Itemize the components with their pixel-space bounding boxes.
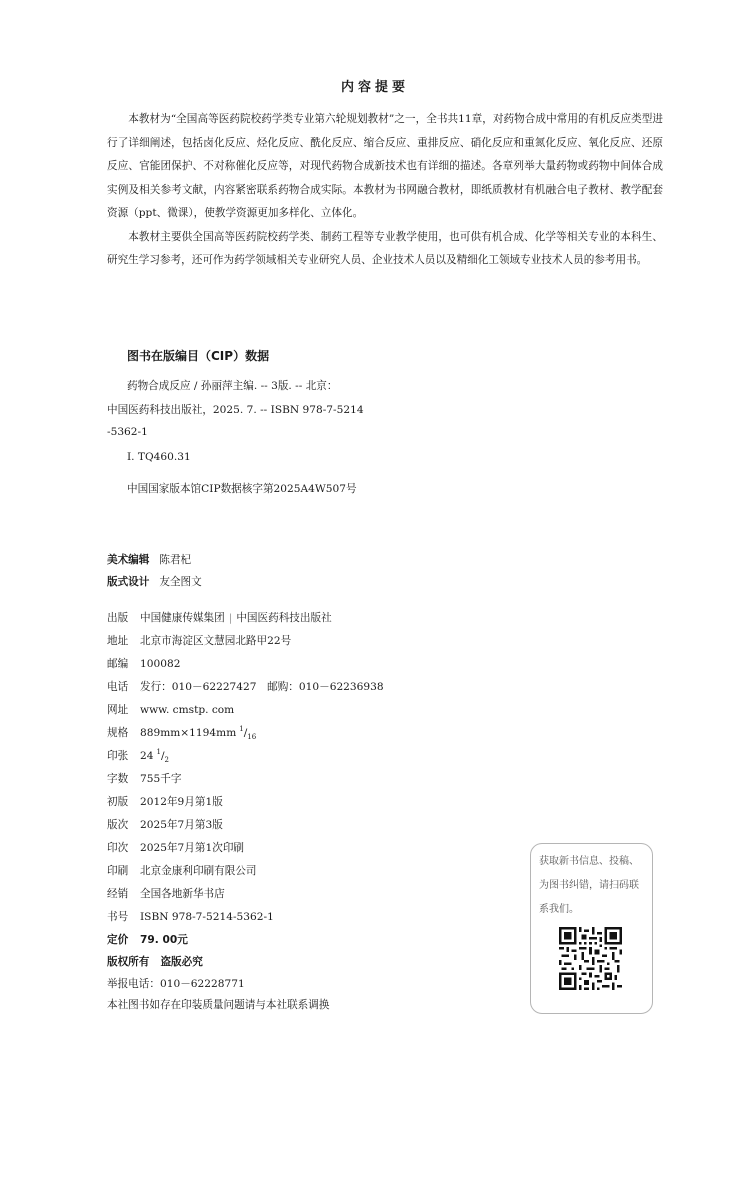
print-count-row <box>107 840 244 855</box>
edition-row <box>107 817 223 832</box>
print-count-label: 印次 <box>107 842 129 854</box>
cip-line-5: 中国国家版本馆CIP数据核字第2025A4W507号 <box>127 483 357 495</box>
art-editor-row <box>107 552 191 567</box>
summary-paragraph-2: 本教材主要供全国高等医药院校药学类、制药工程等专业教学使用，也可供有机合成、化学等相关专业的本科生、研究生学习参考，还可作为药学领域相关专业研究人员、企业技术人员以及精细化工领域专业技术人员的参考用书。 <box>107 230 663 266</box>
words-label: 字数 <box>107 773 129 785</box>
words-value: 755千字 <box>140 773 182 785</box>
separator-bar: | <box>228 612 233 624</box>
qr-code-icon[interactable] <box>559 927 622 990</box>
phone-label: 电话 <box>107 681 129 693</box>
address-label: 地址 <box>107 635 129 647</box>
cip-line-2: 中国医药科技出版社，2025. 7. -- ISBN 978-7-5214 <box>107 404 364 416</box>
publisher-label: 出版 <box>107 612 129 624</box>
publisher-name: 中国医药科技出版社 <box>236 612 332 624</box>
address-value: 北京市海淀区文慧园北路甲22号 <box>140 635 292 647</box>
report-row <box>107 976 245 991</box>
postcode-row <box>107 656 180 671</box>
sheets-fraction-denominator: 2 <box>164 756 169 764</box>
isbn-value: ISBN 978-7-5214-5362-1 <box>140 911 274 923</box>
price-row <box>107 932 188 947</box>
first-edition-row <box>107 794 223 809</box>
rights-row <box>107 954 203 969</box>
website-value: www. cmstp. com <box>140 704 235 716</box>
spec-fraction-denominator: 16 <box>247 733 257 741</box>
phone-value: 发行：010－62227427 邮购：010－62236938 <box>140 681 384 693</box>
distributor-row <box>107 886 225 901</box>
distributor-label: 经销 <box>107 888 129 900</box>
postcode-value: 100082 <box>140 658 181 670</box>
printer-row <box>107 863 257 878</box>
first-edition-value: 2012年9月第1版 <box>140 796 223 808</box>
phone-row <box>107 679 384 694</box>
art-editor-label: 美术编辑 <box>107 554 150 566</box>
price-value: 79. 00元 <box>140 934 188 946</box>
layout-design-label: 版式设计 <box>107 576 150 588</box>
sheets-value: 24 <box>140 750 154 762</box>
isbn-label: 书号 <box>107 911 129 923</box>
price-label: 定价 <box>107 934 129 946</box>
postcode-label: 邮编 <box>107 658 129 670</box>
cip-line-1: 药物合成反应 / 孙丽萍主编. -- 3版. -- 北京： <box>127 380 338 392</box>
publisher-row <box>107 610 332 625</box>
summary-paragraph-1: 本教材为“全国高等医药院校药学类专业第六轮规划教材”之一，全书共11章，对药物合成中常用的有机反应类型进行了详细阐述，包括卤化反应、烃化反应、酰化反应、缩合反应、重排反应、硝化反应和重氮化反应、氧化反应、还原反应、官能团保护、不对称催化反应等，对现代药物合成新技术也有详细的描述。各章列举大量药物或药物中间体合成实例及相关参考文献，内容紧密联系药物合成实际。本教材为书网融合教材，即纸质教材有机融合电子教材、教学配套资源（ppt、微课），使教学资源更加多样化、立体化。 <box>107 113 663 219</box>
spec-row: 规格 889mm×1194mm $^1/_{16}$ <box>107 725 257 741</box>
page-title: 内容提要 <box>340 80 409 95</box>
distributor-value: 全国各地新华书店 <box>140 888 225 900</box>
isbn-row <box>107 909 274 924</box>
rights-value: 盗版必究 <box>160 956 203 968</box>
edition-label: 版次 <box>107 819 129 831</box>
layout-design-row <box>107 574 202 589</box>
print-count-value: 2025年7月第1次印刷 <box>140 842 245 854</box>
printer-value: 北京金康利印刷有限公司 <box>140 865 257 877</box>
sheets-row: 印张 24 $^1/_2$ <box>107 748 169 764</box>
website-row <box>107 702 234 717</box>
spec-value: 889mm×1194mm <box>140 727 237 739</box>
report-label: 举报电话： <box>107 978 160 990</box>
quality-notice: 本社图书如存在印装质量问题请与本社联系调换 <box>107 999 330 1011</box>
printer-label: 印刷 <box>107 865 129 877</box>
address-row <box>107 633 291 648</box>
first-edition-label: 初版 <box>107 796 129 808</box>
rights-label: 版权所有 <box>107 956 150 968</box>
sheets-fraction-numerator: 1 <box>156 748 161 756</box>
sheets-label: 印张 <box>107 750 129 762</box>
summary <box>107 108 663 273</box>
cip-line-3: -5362-1 <box>107 426 148 438</box>
qr-caption: 获取新书信息、投稿、为图书纠错，请扫码联系我们。 <box>539 856 639 915</box>
publisher-group: 中国健康传媒集团 <box>140 612 225 624</box>
report-value: 010－62228771 <box>159 978 245 990</box>
website-label: 网址 <box>107 704 129 716</box>
cip-line-4: Ⅰ. TQ460.31 <box>127 451 191 463</box>
layout-design-value: 友全图文 <box>159 576 202 588</box>
cip-heading: 图书在版编目（CIP）数据 <box>127 349 270 363</box>
words-row <box>107 771 181 786</box>
edition-value: 2025年7月第3版 <box>140 819 223 831</box>
art-editor-value: 陈君杞 <box>159 554 192 566</box>
spec-fraction-numerator: 1 <box>239 725 244 733</box>
spec-label: 规格 <box>107 727 129 739</box>
